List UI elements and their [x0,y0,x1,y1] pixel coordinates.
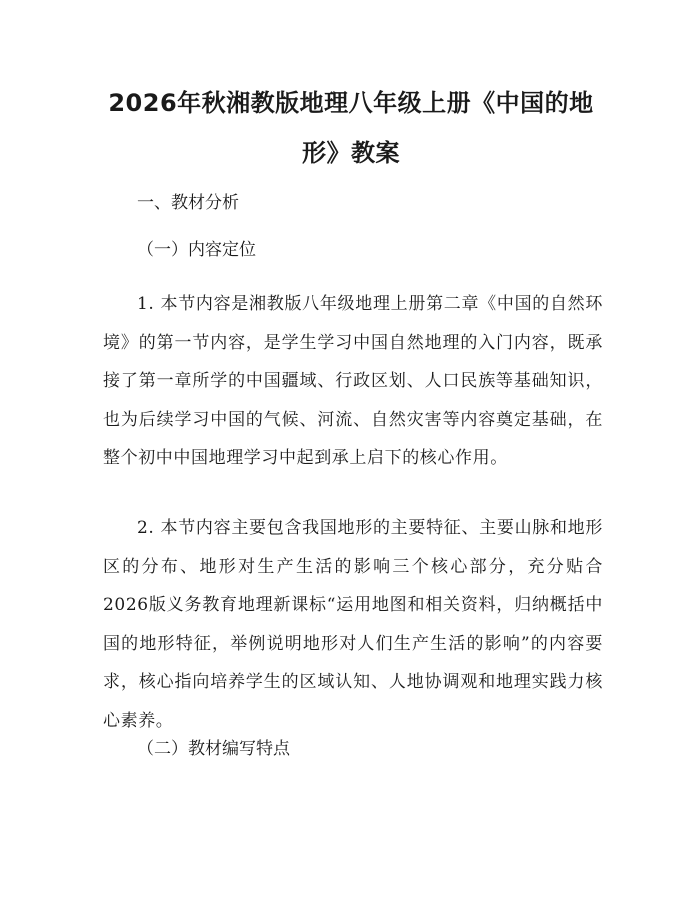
document-title: 2026年秋湘教版地理八年级上册《中国的地形》教案 [108,89,594,167]
paragraph-content-positioning-1: 1. 本节内容是湘教版八年级地理上册第二章《中国的自然环境》的第一节内容，是学生学习中国自然地理的入门内容，既承接了第一章所学的中国疆域、行政区划、人口民族等基础知识，也为后续学习中国的气候、河流、自然灾害等内容奠定基础，在整个初中中国地理学习中起到承上启下的核心作用。 [103,294,603,468]
paragraph-content-positioning-2: 2. 本节内容主要包含我国地形的主要特征、主要山脉和地形区的分布、地形对生产生活的影响三个核心部分，充分贴合2026版义务教育地理新课标“运用地图和相关资料，归纳概括中国的地形特征，举例说明地形对人们生产生活的影响”的内容要求，核心指向培养学生的区域认知、人地协调观和地理实践力核心素养。 [103,518,603,731]
subsection-heading-content-positioning: （一）内容定位 [137,240,256,260]
subsection-heading-writing-features: （二）教材编写特点 [137,739,290,759]
section-heading-textbook-analysis: 一、教材分析 [137,193,239,213]
